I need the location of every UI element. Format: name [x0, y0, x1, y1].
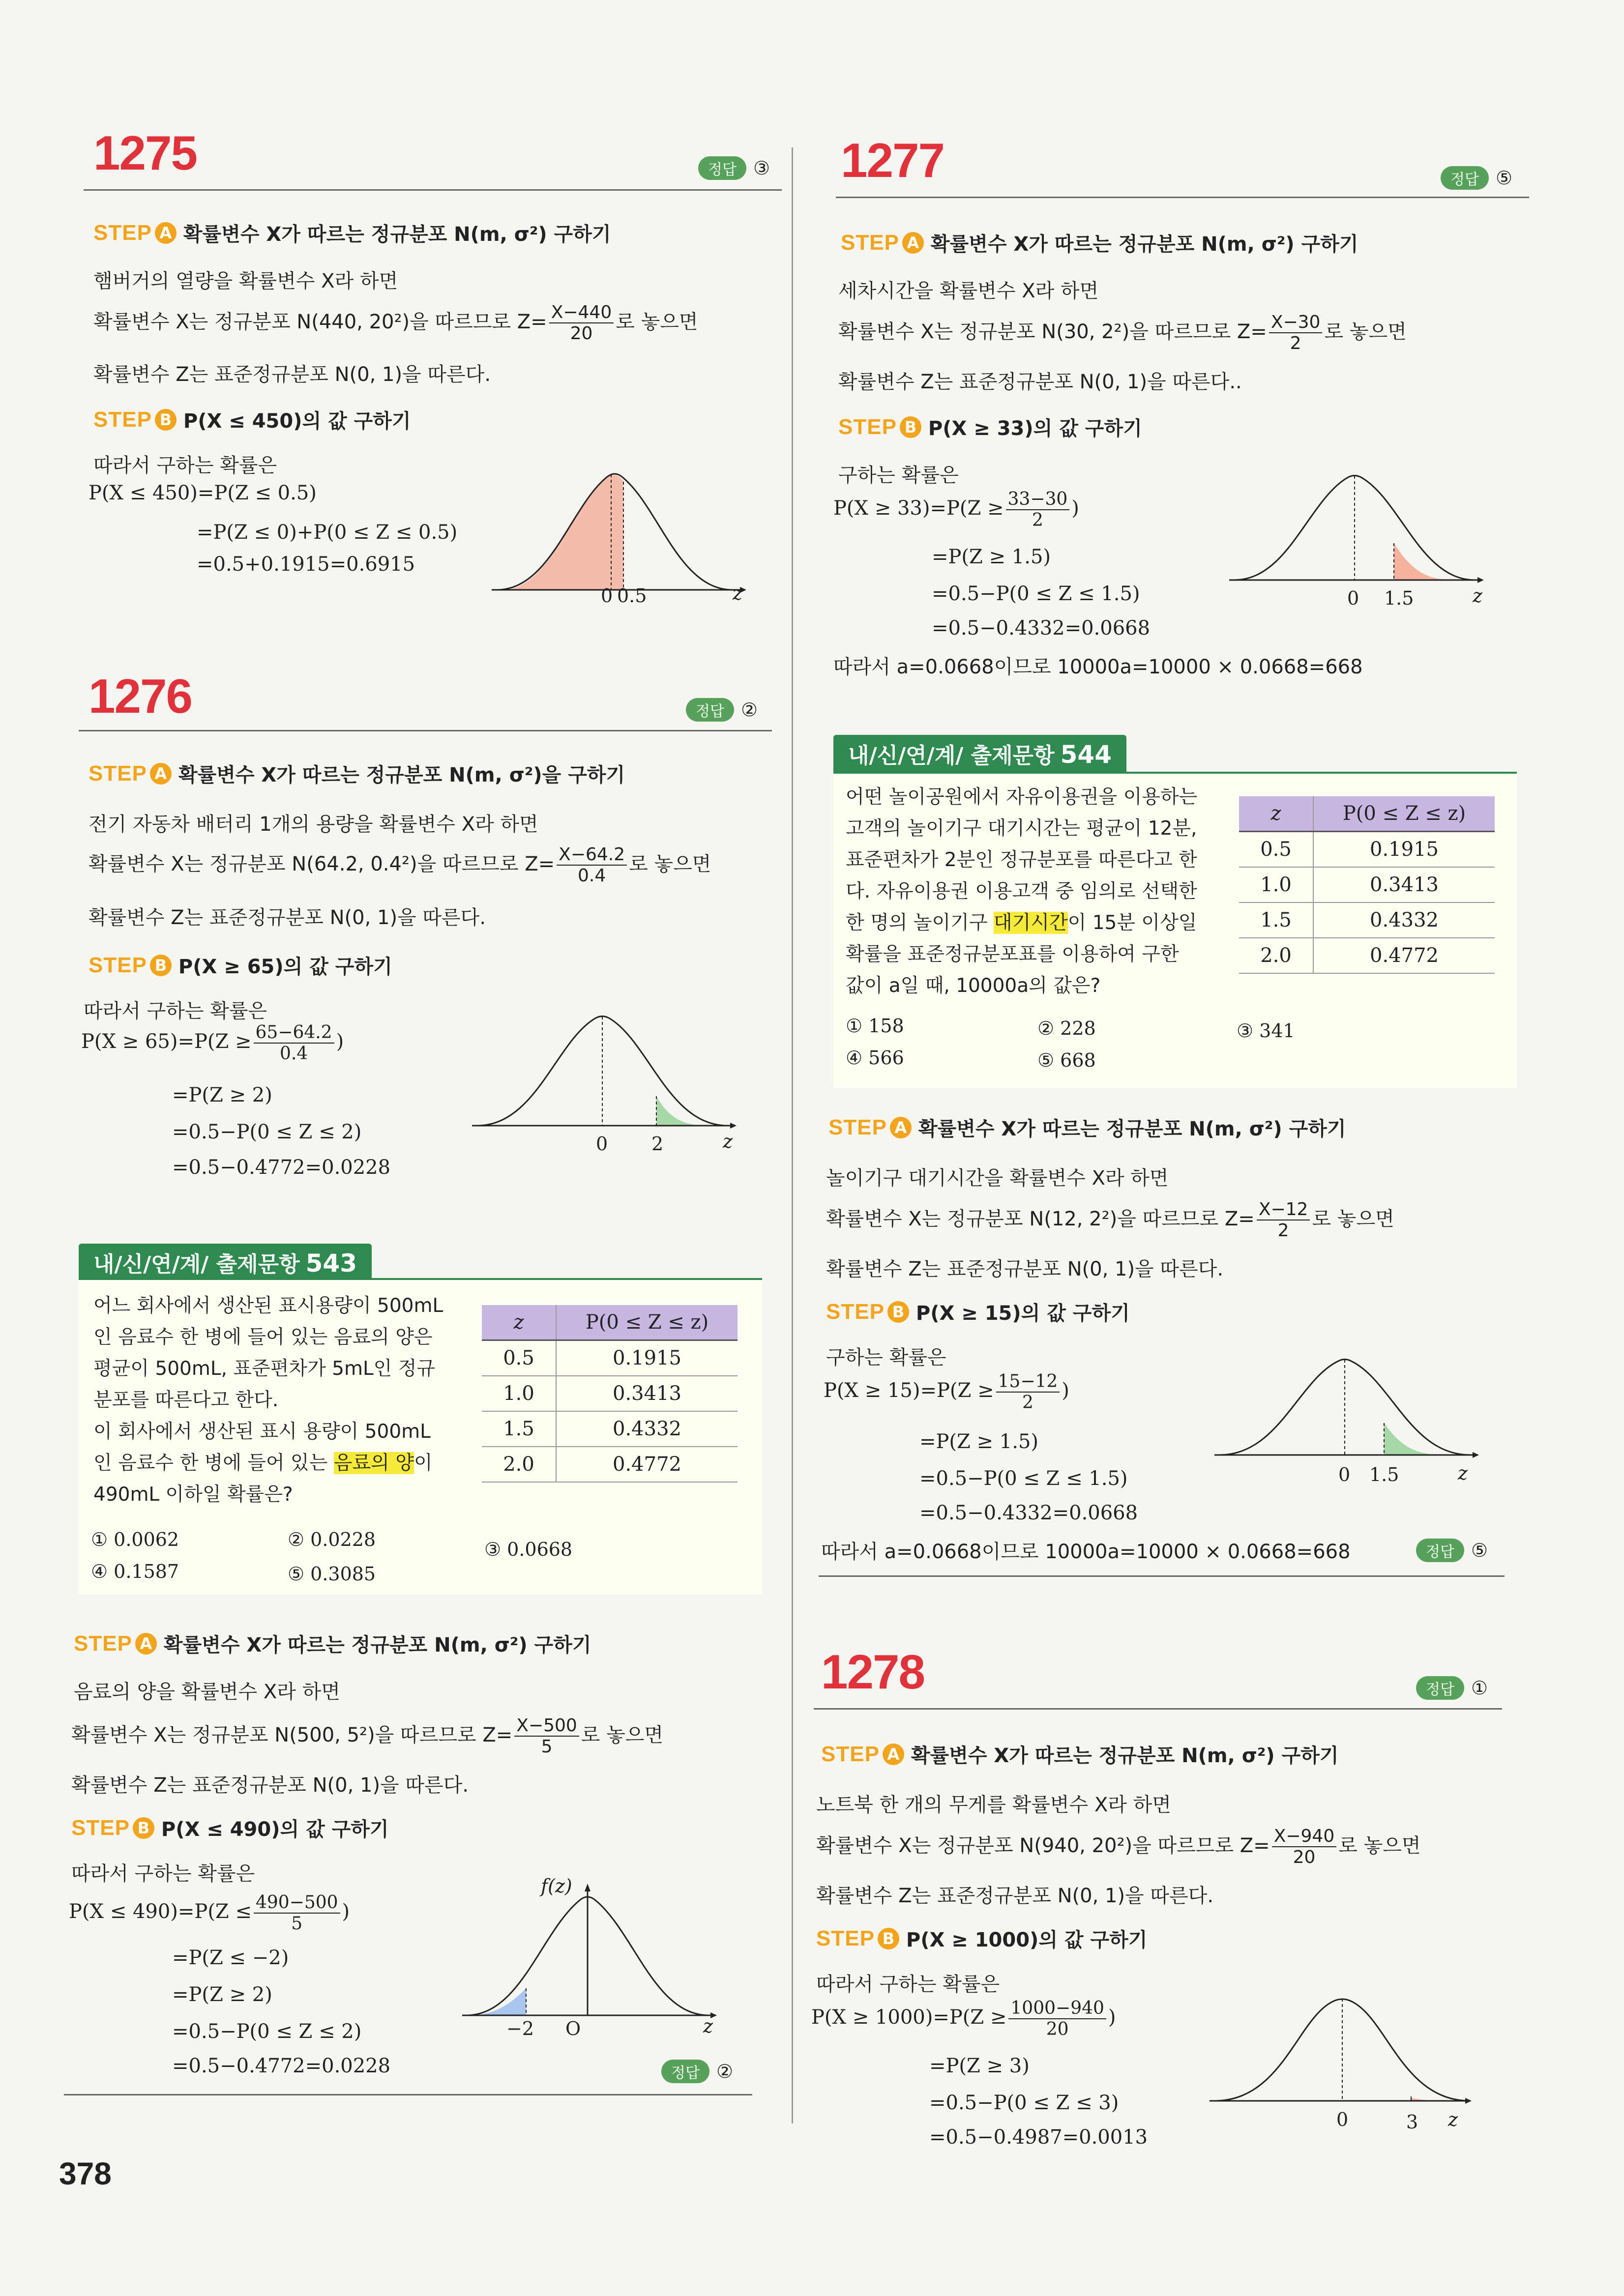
table-row: 2.0 0.4772: [482, 1447, 738, 1482]
choice[interactable]: ② 0.0228: [288, 1529, 376, 1550]
graph-axis-label: z: [703, 2015, 713, 2037]
table-row: 1.0 0.3413: [482, 1376, 738, 1411]
answer-badge: 정답: [698, 156, 746, 180]
text-line: 따라서 구하는 확률은: [84, 1000, 267, 1022]
equation-line: P(X ≤ 450)=P(Z ≤ 0.5): [89, 482, 317, 504]
answer-543: 정답 ②: [661, 2060, 733, 2083]
related-problem-header-543: 내/신/연/계/ 출제문항 543: [79, 1244, 372, 1281]
graph-y-label: f(z): [541, 1875, 572, 1897]
z-table-544: z P(0 ≤ Z ≤ z) 0.5 0.1915 1.0 0.3413 1.5 0.4332 2.0 0.4772: [1239, 796, 1495, 974]
text-line: 확률변수 Z는 표준정규분포 N(0, 1)을 따른다.: [71, 1774, 469, 1797]
step-a-1276: STEP A 확률변수 X가 따르는 정규분포 N(m, σ²)을 구하기: [89, 761, 625, 786]
graph-label: 1.5: [1384, 587, 1414, 609]
page-number: 378: [59, 2156, 112, 2191]
text-line: 놀이기구 대기시간을 확률변수 X라 하면: [826, 1167, 1169, 1190]
text-line: 확률변수 X는 정규분포 N(500, 5²)을 따르므로 Z= $\frac{X-500}{5}$ 로 놓으면: [71, 1715, 664, 1757]
equation-line: P(X ≥ 15)=P(Z ≥ $\frac{15-12}{2}$ ): [824, 1371, 1069, 1413]
choice[interactable]: ① 158: [846, 1015, 904, 1037]
graph-axis-label: z: [723, 1131, 733, 1152]
choice[interactable]: ③ 0.0668: [484, 1539, 573, 1560]
graph-axis-label: z: [1473, 585, 1483, 607]
problem-number-1275: 1275: [93, 126, 197, 180]
answer-544: 정답 ⑤: [1416, 1539, 1488, 1562]
graph-axis-label: z: [1458, 1462, 1468, 1484]
equation-line: =0.5−0.4772=0.0228: [172, 1156, 391, 1179]
text-line: 따라서 구하는 확률은: [71, 1862, 255, 1885]
equation-line: =0.5−0.4332=0.0668: [919, 1502, 1138, 1524]
step-b-543: STEP B P(X ≤ 490)의 값 구하기: [71, 1815, 389, 1841]
text-line: 구하는 확률은: [838, 464, 959, 487]
table-row: 2.0 0.4772: [1239, 938, 1495, 973]
equation-line: =P(Z ≤ −2): [172, 1947, 289, 1969]
graph-label: 0: [1338, 1464, 1351, 1485]
table-row: 0.5 0.1915: [1239, 832, 1495, 868]
equation-line: =P(Z ≥ 1.5): [919, 1430, 1038, 1453]
choice[interactable]: ④ 566: [846, 1047, 904, 1069]
equation-line: =0.5−P(0 ≤ Z ≤ 1.5): [919, 1467, 1128, 1490]
graph-label: 0: [1347, 587, 1359, 609]
text-line: 확률변수 X는 정규분포 N(12, 2²)을 따르므로 Z= $\frac{X-12}{2}$ 로 놓으면: [826, 1199, 1394, 1241]
problem-number-1277: 1277: [841, 133, 945, 187]
curve: [1219, 1360, 1470, 1455]
text-line: 따라서 구하는 확률은: [93, 454, 277, 477]
choice[interactable]: ⑤ 0.3085: [288, 1563, 376, 1585]
problem-number-1276: 1276: [89, 669, 192, 723]
equation-line: P(X ≥ 65)=P(Z ≥ $\frac{65-64.2}{0.4}$ ): [81, 1022, 344, 1064]
answer-1275: [698, 156, 770, 180]
step-b-1277: STEP B P(X ≥ 33)의 값 구하기: [838, 414, 1142, 440]
step-a-1275: STEP A 확률변수 X가 따르는 정규분포 N(m, σ²) 구하기: [93, 220, 611, 246]
graph-label: 0: [1336, 2109, 1349, 2130]
z-table-543: z P(0 ≤ Z ≤ z) 0.5 0.1915 1.0 0.3413 1.5 0.4332 2.0 0.4772: [482, 1305, 738, 1482]
table-row: 1.5 0.4332: [1239, 902, 1495, 938]
answer-1276: 정답 ②: [686, 698, 758, 722]
problem-number-1278: 1278: [821, 1645, 925, 1699]
question-text-543: 어느 회사에서 생산된 표시용량이 500mL 인 음료수 한 병에 들어 있는 음료의 양은 평균이 500mL, 표준편차가 5mL인 정규 분포를 따른다고 한다. 이 회사에서 생산된 표시 용량이 500mL 인 음료수 한 병에 들어 있는 음료의 양이 490mL 이하일 확률은?: [93, 1295, 443, 1506]
related-problem-header-544: 내/신/연/계/ 출제문항 544: [833, 735, 1126, 772]
choice[interactable]: ② 228: [1037, 1017, 1096, 1039]
text-line: 따라서 a=0.0668이므로 10000a=10000 × 0.0668=668: [833, 656, 1363, 678]
graph-label: O: [565, 2018, 581, 2039]
text-line: 확률변수 Z는 표준정규분포 N(0, 1)을 따른다..: [838, 371, 1242, 393]
choice[interactable]: ④ 0.1587: [91, 1561, 179, 1582]
text-line: 확률변수 X는 정규분포 N(64.2, 0.4²)을 따르므로 Z= $\frac{X-64.2}{0.4}$ 로 놓으면: [89, 844, 711, 886]
equation-line: =0.5−P(0 ≤ Z ≤ 2): [172, 1121, 362, 1143]
equation-line: =0.5−0.4332=0.0668: [932, 617, 1151, 639]
question-text-544: 어떤 놀이공원에서 자유이용권을 이용하는 고객의 놀이기구 대기시간는 평균이 12분, 표준편차가 2분인 정규분포를 따른다고 한 다. 자유이용권 이용고객 중 임의로 선택한 한 명의 놀이기구 대기시간이 15분 이상일 확률을 표준정규분포표를 이용하여 구한 값이 a일 때, 10000a의 값은?: [846, 786, 1198, 997]
graph-label: 2: [651, 1133, 664, 1155]
step-a-543: STEP A 확률변수 X가 따르는 정규분포 N(m, σ²) 구하기: [74, 1631, 591, 1657]
graph-axis-label: z: [1448, 2109, 1458, 2130]
table-row: 0.5 0.1915: [482, 1340, 738, 1376]
step-a-1278: STEP A 확률변수 X가 따르는 정규분포 N(m, σ²) 구하기: [821, 1742, 1339, 1767]
text-line: 확률변수 X는 정규분포 N(940, 20²)을 따르므로 Z= $\frac{X-940}{20}$ 로 놓으면: [816, 1826, 1421, 1867]
choice[interactable]: ③ 341: [1237, 1020, 1295, 1042]
graph-label: 3: [1406, 2111, 1418, 2133]
normal-curve-graph-1278: [1210, 1996, 1475, 2119]
text-line: 노트북 한 개의 무게를 확률변수 X라 하면: [816, 1794, 1171, 1816]
graph-label: 1.5: [1369, 1464, 1399, 1485]
text-line: 세차시간을 확률변수 X라 하면: [838, 280, 1099, 302]
equation-line: =0.5+0.1915=0.6915: [197, 553, 415, 576]
text-line: 따라서 구하는 확률은: [816, 1973, 1000, 1996]
equation-line: =0.5−0.4772=0.0228: [172, 2055, 391, 2077]
text-line: 확률변수 Z는 표준정규분포 N(0, 1)을 따른다.: [93, 363, 491, 386]
equation-line: =P(Z ≤ 0)+P(0 ≤ Z ≤ 0.5): [197, 521, 458, 544]
choice[interactable]: ⑤ 668: [1037, 1049, 1096, 1071]
step-b-1275: STEP B P(X ≤ 450)의 값 구하기: [93, 407, 411, 433]
normal-curve-graph-544: [1214, 1357, 1480, 1475]
step-b-544: STEP B P(X ≥ 15)의 값 구하기: [826, 1299, 1130, 1325]
text-line: 확률변수 X는 정규분포 N(30, 2²)을 따르므로 Z= $\frac{X-30}{2}$ 로 놓으면: [838, 312, 1407, 353]
text-line: 따라서 a=0.0668이므로 10000a=10000 × 0.0668=668: [821, 1540, 1351, 1563]
shaded-area: [656, 1096, 703, 1126]
table-row: 1.5 0.4332: [482, 1411, 738, 1447]
text-line: 전기 자동차 배터리 1개의 용량을 확률변수 X라 하면: [89, 813, 538, 836]
equation-line: =P(Z ≥ 2): [172, 1983, 272, 2006]
step-b-1276: STEP B P(X ≥ 65)의 값 구하기: [89, 953, 392, 978]
equation-line: P(X ≤ 490)=P(Z ≤ $\frac{490-500}{5}$ ): [69, 1892, 350, 1934]
shaded-area: [502, 475, 623, 590]
equation-line: =0.5−P(0 ≤ Z ≤ 3): [929, 2092, 1119, 2114]
step-a-1277: STEP A 확률변수 X가 따르는 정규분포 N(m, σ²) 구하기: [841, 230, 1358, 256]
answer-value: ③: [753, 157, 770, 179]
normal-curve-graph-543: [462, 1883, 718, 2040]
step-a-544: STEP A 확률변수 X가 따르는 정규분포 N(m, σ²) 구하기: [828, 1115, 1346, 1140]
graph-axis-label: z: [733, 582, 743, 604]
equation-line: P(X ≥ 33)=P(Z ≥ $\frac{33-30}{2}$ ): [833, 489, 1079, 530]
text-line: 햄버거의 열량을 확률변수 X라 하면: [93, 270, 398, 292]
equation-line: =0.5−P(0 ≤ Z ≤ 1.5): [932, 582, 1140, 605]
text-line: 확률변수 X는 정규분포 N(440, 20²)을 따르므로 Z= $\frac{X-440}{20}$ 로 놓으면: [93, 302, 698, 344]
choice[interactable]: ① 0.0062: [91, 1529, 179, 1550]
graph-label: 0.5: [617, 585, 647, 607]
text-line: 확률변수 Z는 표준정규분포 N(0, 1)을 따른다.: [826, 1258, 1224, 1280]
shaded-area: [472, 1988, 526, 2015]
step-b-1278: STEP B P(X ≥ 1000)의 값 구하기: [816, 1926, 1148, 1951]
equation-line: =P(Z ≥ 3): [929, 2055, 1030, 2077]
equation-line: =0.5−P(0 ≤ Z ≤ 2): [172, 2020, 362, 2043]
table-row: 1.0 0.3413: [1239, 867, 1495, 902]
graph-label: −2: [506, 2018, 534, 2039]
text-line: 확률변수 Z는 표준정규분포 N(0, 1)을 따른다.: [816, 1885, 1214, 1907]
answer-1277: 정답 ⑤: [1441, 166, 1512, 190]
shaded-area: [1384, 1423, 1441, 1455]
normal-curve-graph-1276: [472, 1013, 738, 1140]
graph-label: 0: [601, 585, 613, 607]
equation-line: =0.5−0.4987=0.0013: [929, 2126, 1148, 2149]
equation-line: =P(Z ≥ 2): [172, 1084, 272, 1106]
text-line: 확률변수 Z는 표준정규분포 N(0, 1)을 따른다.: [89, 906, 486, 929]
equation-line: =P(Z ≥ 1.5): [932, 546, 1051, 568]
answer-1278: 정답 ①: [1416, 1676, 1488, 1700]
text-line: 구하는 확률은: [826, 1346, 946, 1369]
equation-line: P(X ≥ 1000)=P(Z ≥ $\frac{1000-940}{20}$ ): [811, 1998, 1116, 2039]
graph-label: 0: [596, 1133, 608, 1155]
text-line: 음료의 양을 확률변수 X라 하면: [74, 1681, 340, 1703]
normal-curve-graph-1277: [1229, 472, 1485, 600]
